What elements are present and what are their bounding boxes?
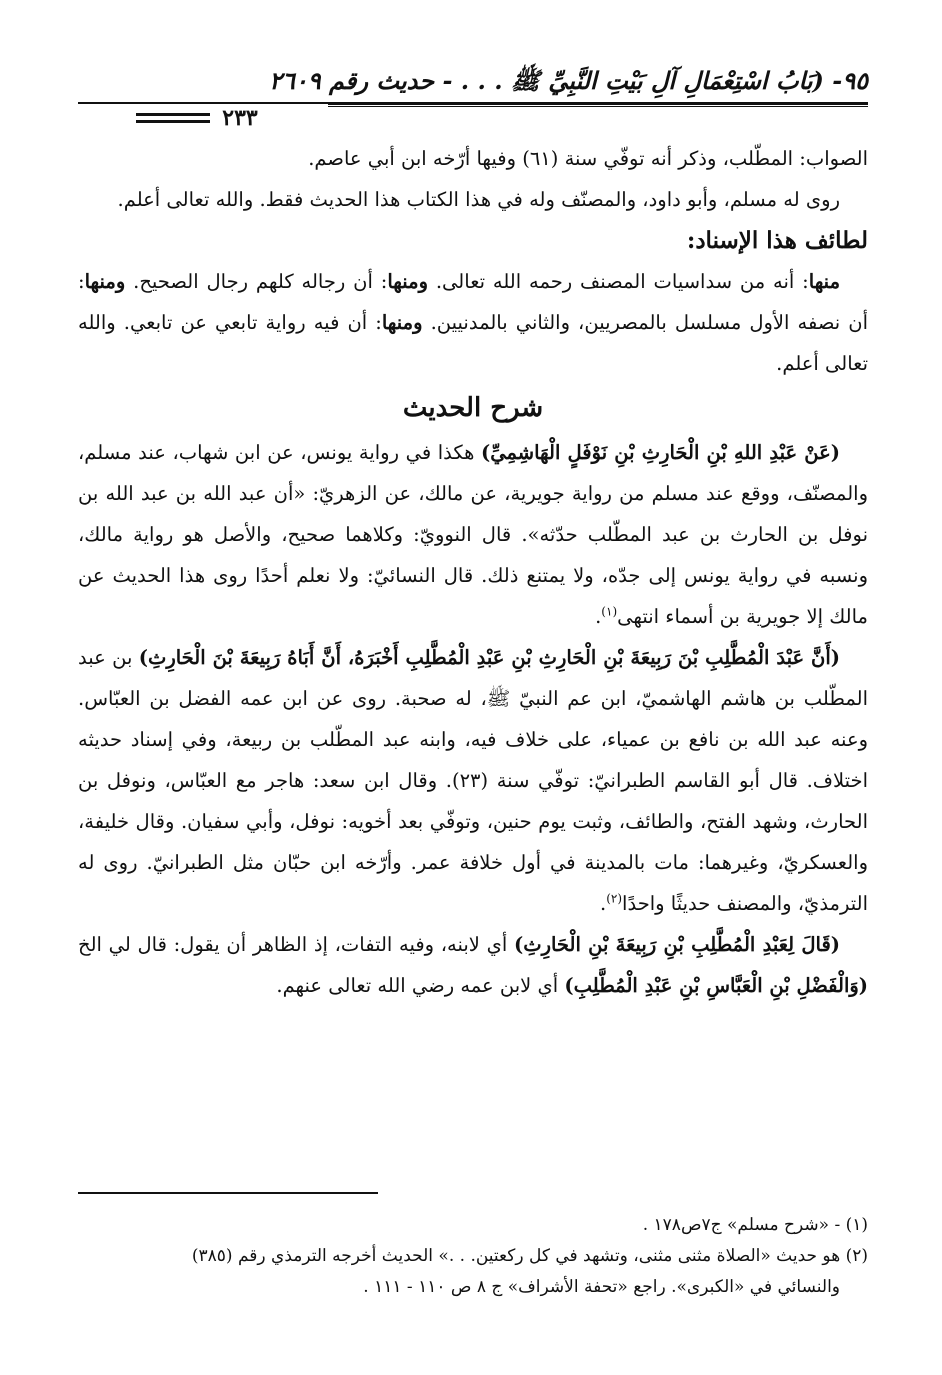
lataif-text: : أنه من سداسيات المصنف رحمه الله تعالى. xyxy=(435,270,809,293)
footnote-ref: (٢) xyxy=(606,891,623,906)
paragraph: روى له مسلم، وأبو داود، والمصنّف وله في هذا الكتاب هذا الحديث فقط. والله تعالى أعلم. xyxy=(117,188,840,211)
commentary-text: . xyxy=(600,892,607,915)
page-number-left-bars xyxy=(136,113,210,123)
footnote-1: (١) - «شرح مسلم» ج٧ص١٧٨ . xyxy=(642,1215,868,1235)
commentary-text: . xyxy=(595,605,602,628)
hadith-quote: (وَالْفَضْلِ بْنِ الْعَبَّاسِ بْنِ عَبْدِ الْمُطَّلِبِ) xyxy=(564,974,868,997)
header-thin-rule xyxy=(328,106,868,107)
footnote-rule xyxy=(78,1192,378,1194)
lataif-text: : أن رجاله كلهم رجال الصحيح. xyxy=(133,270,388,293)
hadith-quote: (قَالَ لِعَبْدِ الْمُطَّلِبِ بْنِ رَبِيعَةَ بْنِ الْحَارِثِ) xyxy=(513,933,840,956)
commentary-text: أي لابنه، وفيه التفات، إذ الظاهر أن يقول: قال لي الخ xyxy=(78,933,514,956)
lataif-label: ومنها xyxy=(381,311,423,334)
main-text xyxy=(78,138,868,1006)
section-heading-lataif: لطائف هذا الإسناد: xyxy=(686,227,868,254)
lataif-label: ومنها xyxy=(387,270,428,293)
section-heading-sharh: شرح الحديث xyxy=(402,393,544,423)
page-number-block xyxy=(78,104,328,132)
paragraph: الصواب: المطّلب، وذكر أنه توفّي سنة (٦١) وفيها أرّخه ابن أبي عاصم. xyxy=(308,147,868,170)
footnote-ref: (١) xyxy=(601,604,618,619)
sharh-paragraph xyxy=(78,637,868,924)
sharh-paragraph xyxy=(78,432,868,637)
hadith-quote: (أَنَّ عَبْدَ الْمُطَّلِبِ بْنَ رَبِيعَةَ بْنِ الْحَارِثِ بْنِ عَبْدِ الْمُطَّلِبِ أَخْبَرَهُ، أَنَّ أَبَاهُ رَبِيعَةَ بْنَ الْحَارِثِ) xyxy=(138,646,840,669)
commentary-text: أي لابن عمه رضي الله تعالى عنهم. xyxy=(276,974,565,997)
footnote-2-continued: والنسائي في «الكبرى». راجع «تحفة الأشراف» ج ٨ ص ١١٠ - ١١١ . xyxy=(363,1277,840,1297)
lataif-label: ومنها xyxy=(84,270,126,293)
lataif-paragraph xyxy=(78,261,868,384)
hadith-quote: (عَنْ عَبْدِ اللهِ بْنِ الْحَارِثِ بْنِ نَوْفَلٍ الْهَاشِمِيِّ) xyxy=(481,441,840,464)
lataif-text: : أن فيه رواية تابعي عن تابعي. والله تعالى أعلم. xyxy=(78,311,868,375)
commentary-text: هكذا في رواية يونس، عن ابن شهاب، عند مسلم، والمصنّف، ووقع عند مسلم من رواية جويرية، عن مالك، عن الزهريّ: «أن عبد الله بن عبد الله بن نوفل بن الحارث بن عبد المطّلب حدّثه». قال النوويّ: وكلاهما صحيح، والأصل هو رواية مالك، ونسبه في رواية يونس إلى جدّه، ولا يمتنع ذلك. قال النسائيّ: ولا نعلم أحدًا روى هذا الحديث عن مالك إلا جويرية بن أسماء انتهى xyxy=(78,441,868,628)
footnote-2: (٢) هو حديث «الصلاة مثنى مثنى، وتشهد في كل ركعتين. . .» الحديث أخرجه الترمذي رقم (٣٨٥) xyxy=(191,1246,868,1266)
lataif-text: : أن نصفه الأول مسلسل بالمصريين، والثاني بالمدنيين. xyxy=(78,270,868,334)
commentary-text: بن عبد المطّلب بن هاشم الهاشميّ، ابن عم النبيّ ﷺ، له صحبة. روى عن ابن عمه الفضل بن العبّاس. وعنه عبد الله بن نافع بن عمياء، على خلاف فيه، وابنه عبد المطّلب بن ربيعة، وفي إسناد حديثه اختلاف. قال أبو القاسم الطبرانيّ: توفّي سنة (٢٣). وقال ابن سعد: هاجر مع العبّاس، ونوفل بن الحارث، وشهد الفتح، والطائف، وثبت يوم حنين، وتوفّي بعد أخويه: نوفل، وأبي سفيان. وقال خليفة، والعسكريّ، وغيرهما: مات بالمدينة في أول خلافة عمر. وأرّخه ابن حبّان مثل الطبرانيّ. روى له الترمذيّ، والمصنف حديثًا واحدًا xyxy=(78,646,869,915)
lataif-label: منها xyxy=(808,270,841,293)
page-number: ٢٣٣ xyxy=(222,105,258,131)
running-header xyxy=(78,62,868,102)
footnotes xyxy=(78,1210,868,1303)
running-title: ٩٥- (بَابُ اسْتِعْمَالِ آلِ بَيْتِ النَّبِيِّ ﷺ . . . - حديث رقم ٢٦٠٩ xyxy=(269,66,868,95)
sharh-paragraph xyxy=(78,924,868,1006)
